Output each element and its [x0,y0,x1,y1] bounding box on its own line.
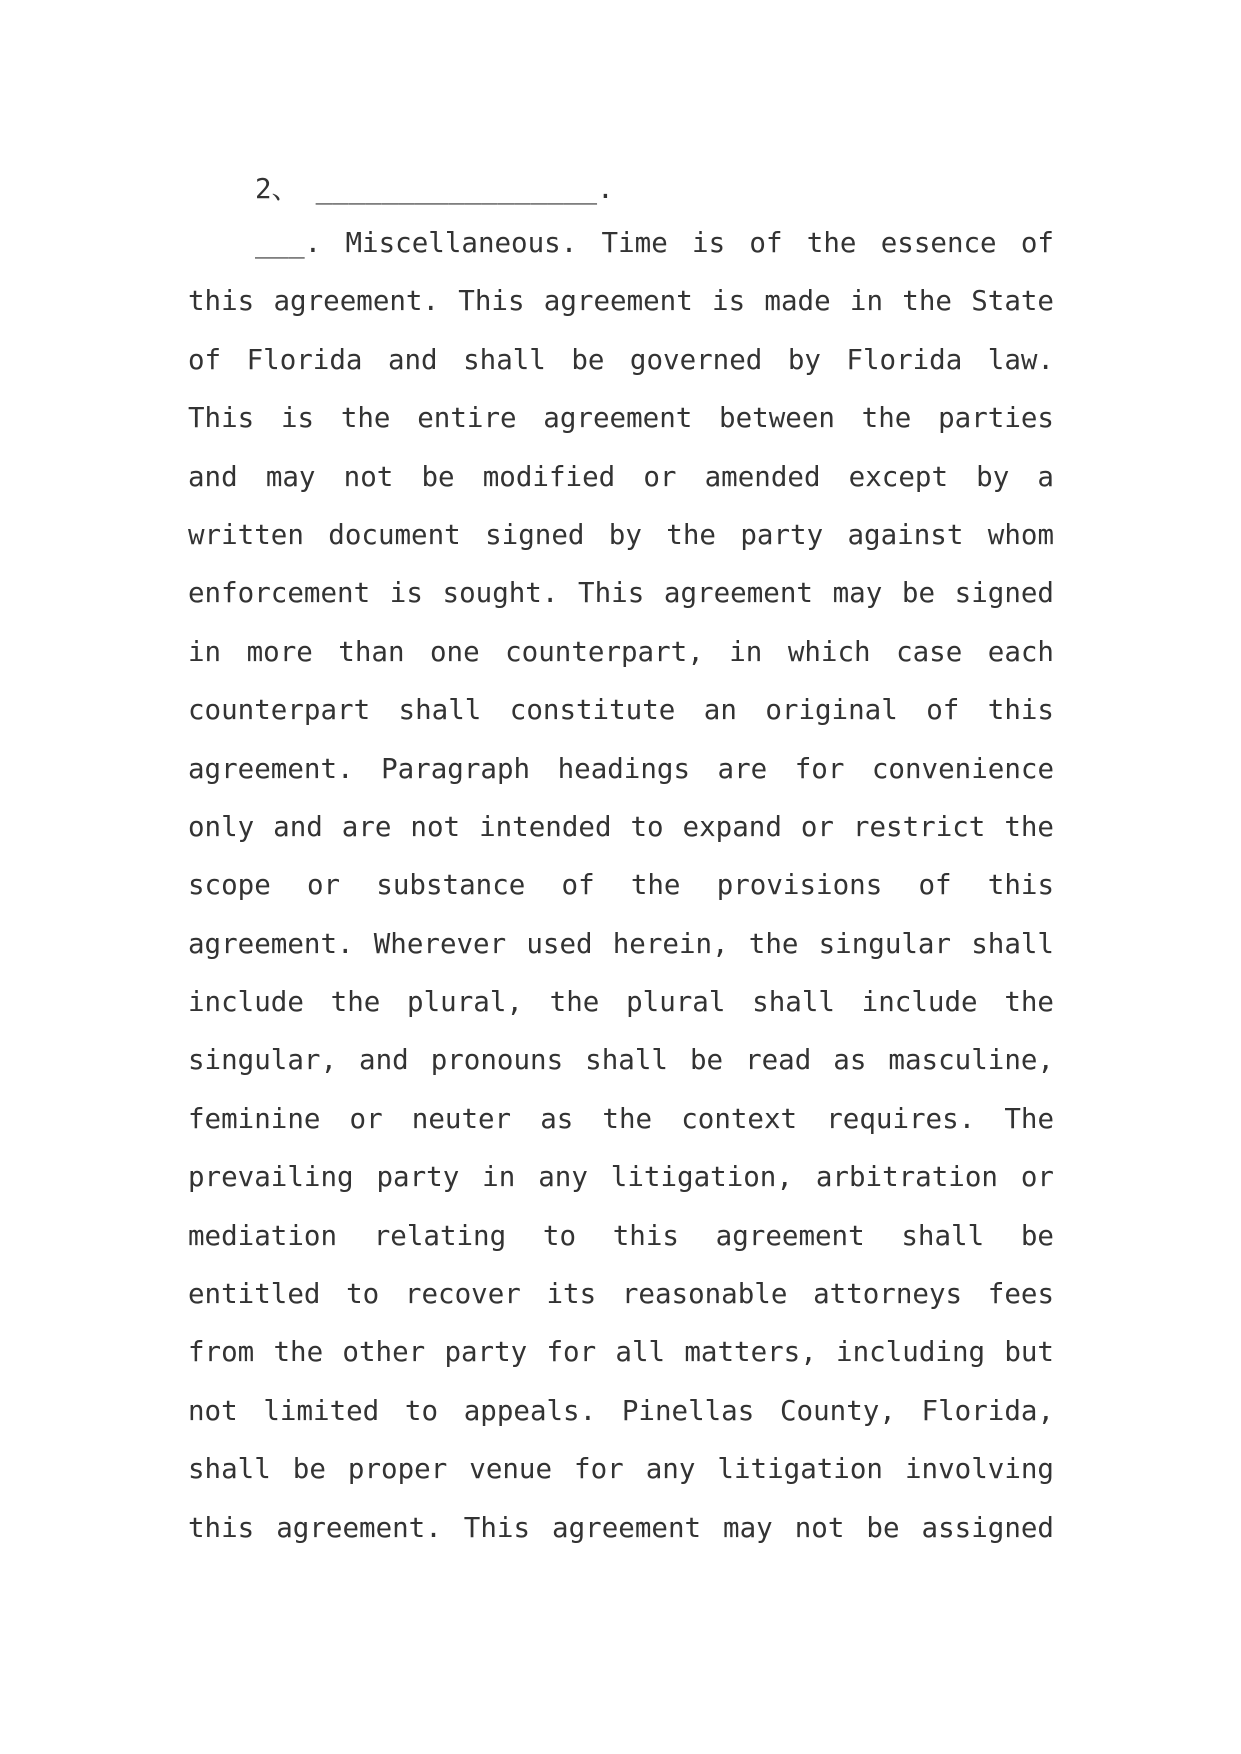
paragraph-line: shall be proper venue for any litigation involving [188,1453,1054,1486]
paragraph-line: written document signed by the party against whom [188,518,1054,551]
paragraph-line: from the other party for all matters, including but [188,1336,1054,1369]
numbered-item-line: 2、 _________________. [255,173,614,205]
paragraph-line: only and are not intended to expand or restrict the [188,810,1054,843]
paragraph-line: singular, and pronouns shall be read as masculine, [188,1044,1054,1077]
paragraph-line: agreement. Wherever used herein, the singular shall [188,927,1054,960]
paragraph-line: scope or substance of the provisions of this [188,869,1054,902]
paragraph-line: and may not be modified or amended except by a [188,460,1054,493]
paragraph-line: mediation relating to this agreement shall be [188,1219,1054,1252]
paragraph-line: include the plural, the plural shall include the [188,986,1054,1019]
paragraph-line: counterpart shall constitute an original of this [188,694,1054,727]
paragraph-line: entitled to recover its reasonable attorneys fees [188,1278,1054,1311]
paragraph-line: This is the entire agreement between the parties [188,402,1054,435]
document-body [188,164,1054,1557]
paragraph-line: not limited to appeals. Pinellas County, Florida, [188,1394,1054,1427]
paragraph-line: enforcement is sought. This agreement may be signed [188,577,1054,610]
paragraph-line: this agreement. This agreement is made in the State [188,285,1054,318]
paragraph-line: in more than one counterpart, in which case each [188,635,1054,668]
paragraph-line: this agreement. This agreement may not be assigned [188,1511,1054,1544]
paragraph-line: ___. Miscellaneous. Time is of the essence of [255,227,1054,259]
paragraph-line: prevailing party in any litigation, arbitration or [188,1161,1054,1194]
paragraph-line: agreement. Paragraph headings are for convenience [188,752,1054,785]
paragraph-line: of Florida and shall be governed by Florida law. [188,343,1054,376]
paragraph-line: feminine or neuter as the context requires. The [188,1102,1054,1135]
